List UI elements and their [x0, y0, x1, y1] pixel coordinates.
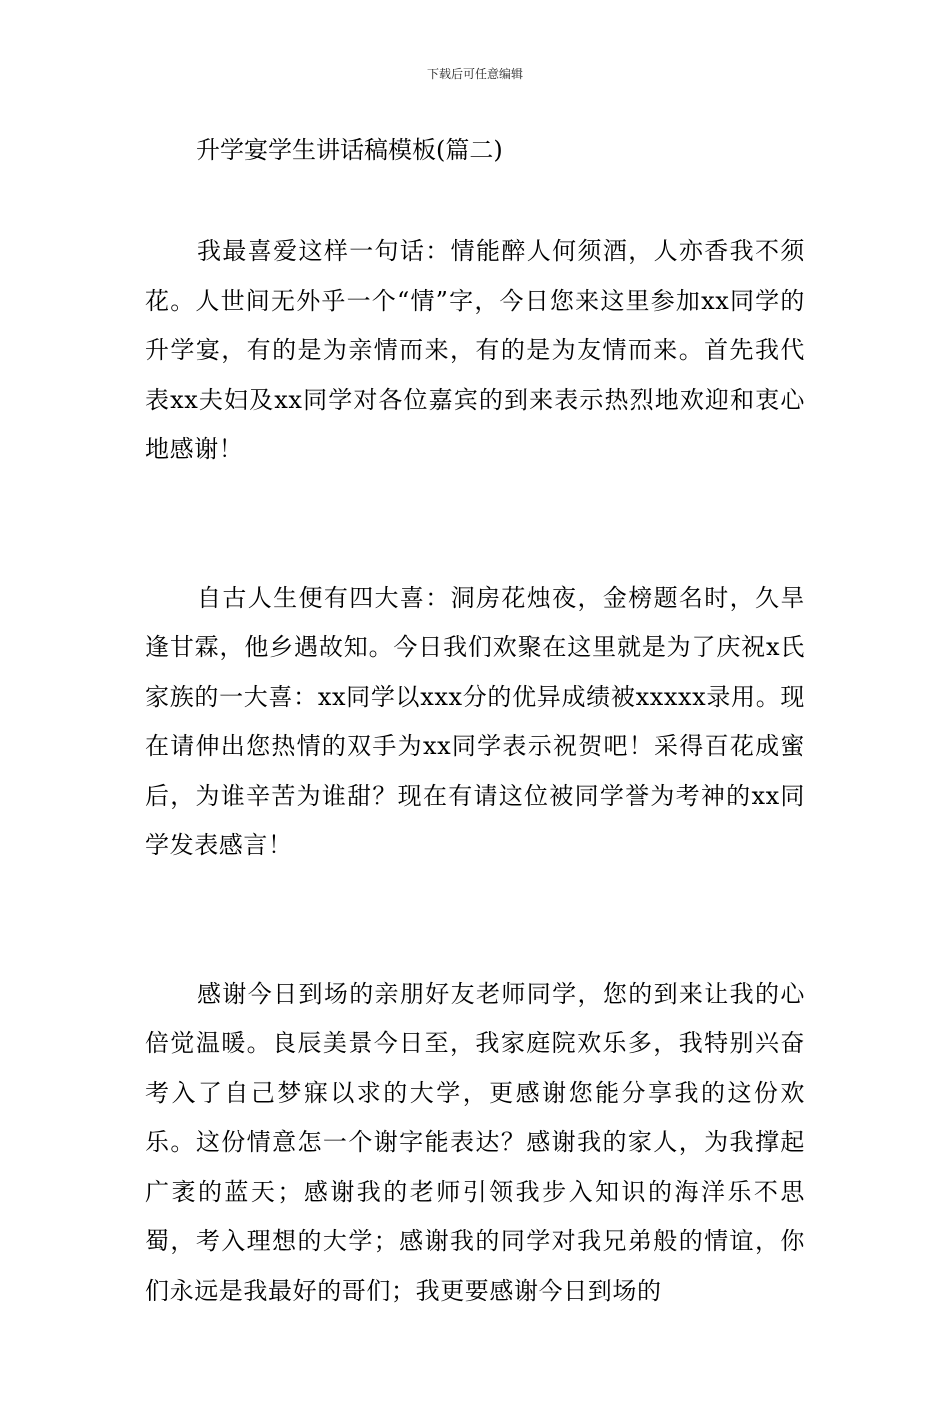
- paragraph-thanks: 感谢今日到场的亲朋好友老师同学，您的到来让我的心倍觉温暖。良辰美景今日至，我家庭院欢乐多，我特别兴奋考入了自己梦寐以求的大学，更感谢您能分享我的这份欢乐。这份情意怎一个谢字能表达？感谢我的家人，为我撑起广袤的蓝天；感谢我的老师引领我步入知识的海洋乐不思蜀，考入理想的大学；感谢我的同学对我兄弟般的情谊，你们永远是我最好的哥们；我更要感谢今日到场的: [145, 979, 805, 1305]
- header-note: 下载后可任意编辑: [426, 67, 523, 81]
- paragraph-celebration: 自古人生便有四大喜：洞房花烛夜，金榜题名时，久旱逢甘霖，他乡遇故知。今日我们欢聚在这里就是为了庆祝x氏家族的一大喜：xx同学以xxx分的优异成绩被xxxxx录用。现在请伸出您热情的双手为xx同学表示祝贺吧！采得百花成蜜后，为谁辛苦为谁甜？现在有请这位被同学誉为考神的xx同学发表感言！: [145, 583, 805, 859]
- document-title: 升学宴学生讲话稿模板(篇二): [196, 136, 503, 164]
- document-body: [145, 227, 805, 1415]
- paragraph-welcome: 我最喜爱这样一句话：情能醉人何须酒，人亦香我不须花。人世间无外乎一个“情”字，今日您来这里参加xx同学的升学宴，有的是为亲情而来，有的是为友情而来。首先我代表xx夫妇及xx同学对各位嘉宾的到来表示热烈地欢迎和衷心地感谢！: [145, 237, 805, 463]
